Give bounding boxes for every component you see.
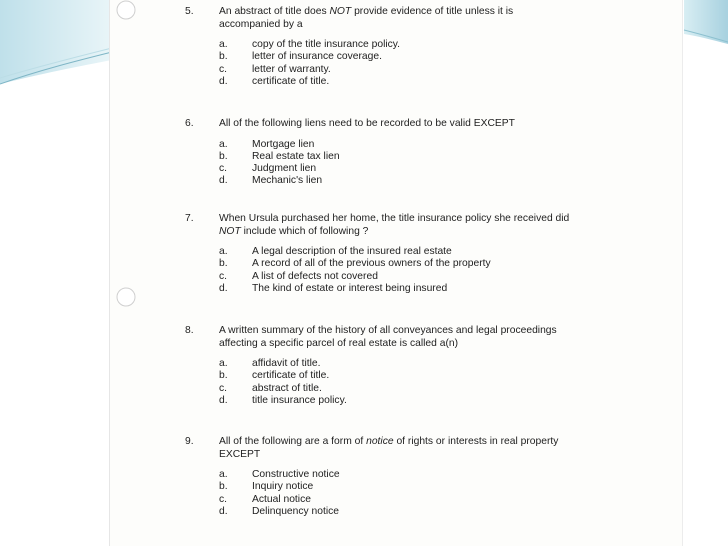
question-text: When Ursula purchased her home, the title insurance policy she received did NOT include which of following ? (219, 213, 570, 237)
punch-hole (117, 1, 135, 19)
option-a: a. Mortgage lien (219, 138, 315, 150)
option-a: a. copy of the title insurance policy. (219, 39, 401, 50)
question-8 (185, 325, 605, 407)
option-b: b. certificate of title. (219, 370, 330, 382)
option-d: d. Delinquency notice (219, 505, 340, 517)
question-text: All of the following are a form of notice of rights or interests in real property EXCEPT (219, 436, 559, 460)
question-text: A written summary of the history of all conveyances and legal proceedings affecting a specific parcel of real estate is called a(n) (219, 325, 557, 349)
option-c: c. Judgment lien (219, 163, 317, 175)
option-a: a. Constructive notice (219, 469, 340, 480)
option-d: d. Mechanic's lien (219, 175, 323, 187)
option-b: b. Real estate tax lien (219, 150, 340, 162)
question-number: 8. (185, 325, 194, 336)
question-6 (185, 118, 605, 188)
answer-options (185, 469, 605, 518)
option-d: d. title insurance policy. (219, 394, 347, 406)
swoosh-right (684, 0, 728, 44)
option-d: d. The kind of estate or interest being insured (219, 282, 448, 294)
option-c: c. Actual notice (219, 493, 311, 505)
punch-holes (0, 0, 140, 546)
question-number: 6. (185, 118, 194, 129)
question-text: An abstract of title does NOT provide evidence of title unless it is accompanied by a (219, 6, 514, 30)
question-9 (185, 436, 605, 518)
option-a: a. A legal description of the insured real estate (219, 246, 452, 257)
answer-options (185, 358, 605, 407)
option-d: d. certificate of title. (219, 75, 330, 87)
question-number: 7. (185, 213, 194, 224)
answer-options (185, 39, 605, 88)
option-c: c. A list of defects not covered (219, 270, 378, 282)
option-b: b. Inquiry notice (219, 481, 314, 493)
option-b: b. A record of all of the previous owners of the property (219, 258, 491, 270)
question-5 (185, 6, 605, 88)
answer-options (185, 246, 605, 295)
punch-hole (117, 288, 135, 306)
question-text: All of the following liens need to be recorded to be valid EXCEPT (219, 118, 515, 129)
answer-options (185, 139, 605, 188)
option-c: c. abstract of title. (219, 382, 322, 394)
question-7 (185, 213, 605, 295)
option-c: c. letter of warranty. (219, 63, 331, 75)
question-number: 5. (185, 6, 194, 17)
option-b: b. letter of insurance coverage. (219, 51, 382, 63)
option-a: a. affidavit of title. (219, 358, 321, 369)
question-number: 9. (185, 436, 194, 447)
